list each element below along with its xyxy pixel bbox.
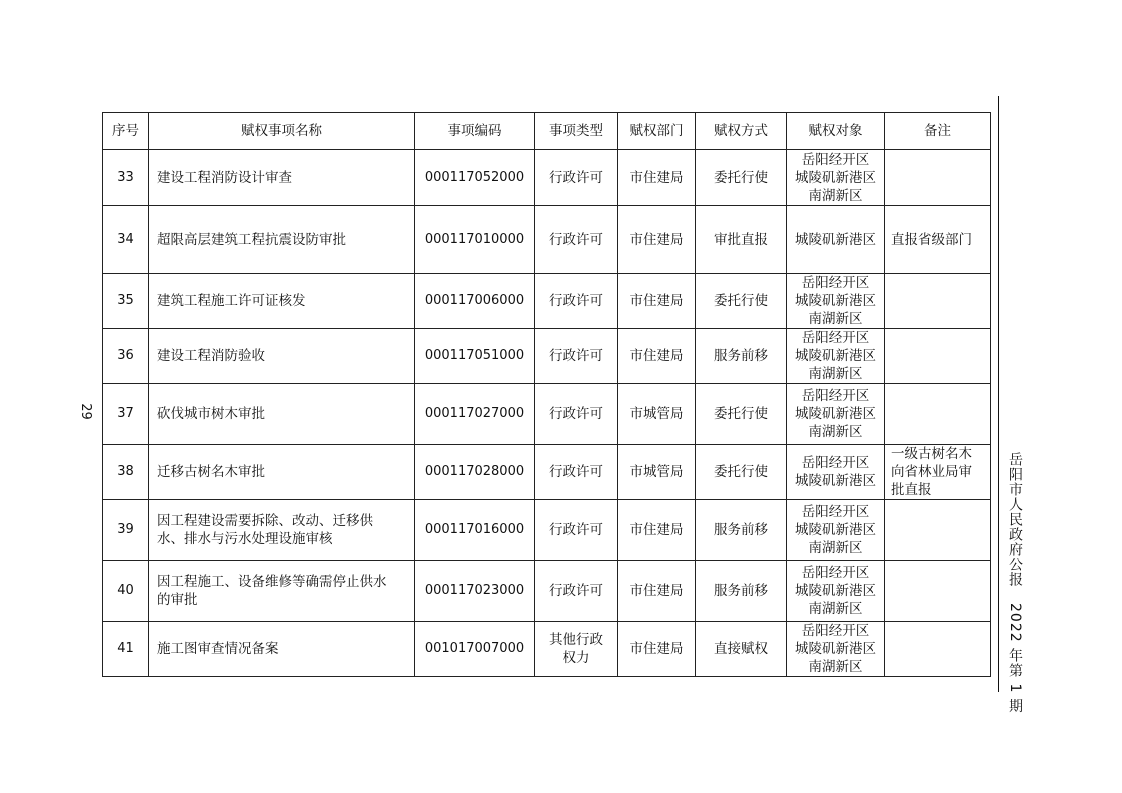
cell-code: 000117010000	[415, 206, 535, 274]
cell-type	[535, 274, 618, 329]
cell-name-line: 超限高层建筑工程抗震设防审批	[157, 231, 346, 248]
cell-name	[149, 206, 415, 274]
table-row	[103, 445, 991, 500]
cell-name	[149, 150, 415, 206]
cell-method: 服务前移	[696, 329, 787, 384]
cell-name-line: 施工图审查情况备案	[157, 641, 279, 657]
cell-code: 000117006000	[415, 274, 535, 329]
cell-note	[885, 500, 991, 561]
cell-target-line: 城陵矶新港区	[795, 231, 876, 248]
cell-dept: 市住建局	[618, 561, 696, 622]
journal-title	[1005, 452, 1025, 714]
cell-target-line: 岳阳经开区	[801, 388, 870, 404]
cell-note-line: 批直报	[891, 482, 932, 498]
table-body	[103, 150, 991, 677]
cell-code: 000117027000	[415, 384, 535, 445]
cell-type	[535, 150, 618, 206]
journal-issue: 2022 年第 1 期	[1007, 603, 1023, 714]
cell-name-line: 水、排水与污水处理设施审核	[157, 531, 333, 547]
cell-method: 服务前移	[696, 500, 787, 561]
cell-name-line: 建筑工程施工许可证核发	[157, 293, 306, 309]
cell-type	[535, 206, 618, 274]
cell-note	[885, 329, 991, 384]
table-row	[103, 500, 991, 561]
cell-type-line: 行政许可	[549, 522, 603, 538]
cell-target	[787, 384, 885, 445]
cell-note-line: 直报省级部门	[891, 231, 972, 248]
cell-method: 委托行使	[696, 150, 787, 206]
header-method: 赋权方式	[696, 113, 787, 150]
cell-code: 000117028000	[415, 445, 535, 500]
cell-name-line: 因工程施工、设备维修等确需停止供水	[157, 574, 387, 590]
cell-dept: 市住建局	[618, 500, 696, 561]
table-row	[103, 329, 991, 384]
header-seq: 序号	[103, 113, 149, 150]
cell-type-line: 其他行政	[549, 632, 603, 648]
cell-code: 000117016000	[415, 500, 535, 561]
cell-dept: 市住建局	[618, 206, 696, 274]
cell-type-line: 行政许可	[549, 169, 603, 186]
empowerment-table	[102, 112, 991, 677]
cell-note	[885, 384, 991, 445]
header-target: 赋权对象	[787, 113, 885, 150]
cell-seq: 34	[103, 206, 149, 274]
cell-type	[535, 445, 618, 500]
cell-target-line: 城陵矶新港区	[795, 641, 876, 657]
header-note: 备注	[885, 113, 991, 150]
cell-target	[787, 329, 885, 384]
cell-type	[535, 561, 618, 622]
cell-name-line: 的审批	[157, 592, 198, 608]
cell-dept: 市城管局	[618, 445, 696, 500]
cell-target-line: 岳阳经开区	[801, 330, 870, 346]
cell-target-line: 南湖新区	[808, 187, 863, 204]
cell-type-line: 行政许可	[549, 348, 603, 364]
cell-note	[885, 622, 991, 677]
cell-target	[787, 561, 885, 622]
cell-name	[149, 274, 415, 329]
cell-name	[149, 500, 415, 561]
cell-target-line: 岳阳经开区	[801, 504, 870, 520]
cell-target-line: 岳阳经开区	[801, 565, 870, 581]
cell-type	[535, 622, 618, 677]
cell-target-line: 南湖新区	[808, 311, 863, 327]
cell-target-line: 岳阳经开区	[801, 275, 870, 291]
cell-code: 000117023000	[415, 561, 535, 622]
cell-target-line: 城陵矶新港区	[795, 522, 876, 538]
cell-seq: 36	[103, 329, 149, 384]
cell-note-line: 一级古树名木	[891, 446, 972, 462]
cell-dept: 市住建局	[618, 274, 696, 329]
cell-type	[535, 329, 618, 384]
cell-note	[885, 206, 991, 274]
cell-target-line: 城陵矶新港区	[795, 473, 876, 489]
cell-dept: 市住建局	[618, 150, 696, 206]
header-code: 事项编码	[415, 113, 535, 150]
cell-seq: 33	[103, 150, 149, 206]
cell-name-line: 建设工程消防设计审查	[157, 169, 292, 186]
header-type: 事项类型	[535, 113, 618, 150]
cell-code: 001017007000	[415, 622, 535, 677]
cell-target-line: 城陵矶新港区	[795, 583, 876, 599]
cell-note-line: 向省林业局审	[891, 464, 972, 480]
cell-seq: 40	[103, 561, 149, 622]
cell-type-line: 行政许可	[549, 464, 603, 480]
cell-note	[885, 274, 991, 329]
cell-name-line: 迁移古树名木审批	[157, 464, 265, 480]
header-dept: 赋权部门	[618, 113, 696, 150]
cell-type-line: 行政许可	[549, 406, 603, 422]
cell-dept: 市住建局	[618, 622, 696, 677]
cell-method: 委托行使	[696, 274, 787, 329]
cell-target-line: 岳阳经开区	[801, 455, 870, 471]
page-number: 29	[77, 403, 93, 420]
table-row	[103, 622, 991, 677]
cell-target-line: 南湖新区	[808, 366, 863, 382]
cell-target-line: 城陵矶新港区	[795, 406, 876, 422]
cell-seq: 38	[103, 445, 149, 500]
cell-dept: 市住建局	[618, 329, 696, 384]
header-name: 赋权事项名称	[149, 113, 415, 150]
cell-target-line: 城陵矶新港区	[795, 348, 876, 364]
cell-name-line: 因工程建设需要拆除、改动、迁移供	[157, 513, 373, 529]
cell-target-line: 南湖新区	[808, 601, 863, 617]
cell-seq: 41	[103, 622, 149, 677]
journal-name: 岳阳市人民政府公报	[1007, 452, 1023, 587]
table-row	[103, 561, 991, 622]
cell-name	[149, 329, 415, 384]
cell-seq: 39	[103, 500, 149, 561]
cell-method: 审批直报	[696, 206, 787, 274]
cell-target	[787, 274, 885, 329]
cell-seq: 35	[103, 274, 149, 329]
table-row	[103, 206, 991, 274]
margin-rule	[998, 96, 999, 692]
cell-code: 000117052000	[415, 150, 535, 206]
cell-name-line: 砍伐城市树木审批	[157, 406, 265, 422]
cell-type-line: 行政许可	[549, 293, 603, 309]
table-row	[103, 150, 991, 206]
cell-target-line: 南湖新区	[808, 540, 863, 556]
cell-name	[149, 561, 415, 622]
cell-target-line: 岳阳经开区	[801, 151, 870, 168]
cell-type	[535, 500, 618, 561]
cell-target-line: 岳阳经开区	[801, 623, 870, 639]
cell-note	[885, 150, 991, 206]
cell-target-line: 南湖新区	[808, 424, 863, 440]
cell-target	[787, 622, 885, 677]
cell-method: 服务前移	[696, 561, 787, 622]
cell-type	[535, 384, 618, 445]
cell-target	[787, 445, 885, 500]
cell-note	[885, 445, 991, 500]
cell-type-line: 行政许可	[549, 231, 603, 248]
table-row	[103, 384, 991, 445]
cell-dept: 市城管局	[618, 384, 696, 445]
cell-seq: 37	[103, 384, 149, 445]
cell-name	[149, 384, 415, 445]
cell-name	[149, 445, 415, 500]
cell-method: 委托行使	[696, 445, 787, 500]
cell-note	[885, 561, 991, 622]
table-row	[103, 274, 991, 329]
cell-name-line: 建设工程消防验收	[157, 348, 265, 364]
table-header-row	[103, 113, 991, 150]
cell-method: 直接赋权	[696, 622, 787, 677]
cell-target	[787, 500, 885, 561]
cell-target-line: 南湖新区	[808, 659, 863, 675]
cell-type-line: 权力	[562, 650, 590, 666]
cell-target	[787, 150, 885, 206]
cell-target	[787, 206, 885, 274]
cell-type-line: 行政许可	[549, 583, 603, 599]
cell-name	[149, 622, 415, 677]
cell-method: 委托行使	[696, 384, 787, 445]
cell-code: 000117051000	[415, 329, 535, 384]
cell-target-line: 城陵矶新港区	[795, 169, 876, 186]
cell-target-line: 城陵矶新港区	[795, 293, 876, 309]
